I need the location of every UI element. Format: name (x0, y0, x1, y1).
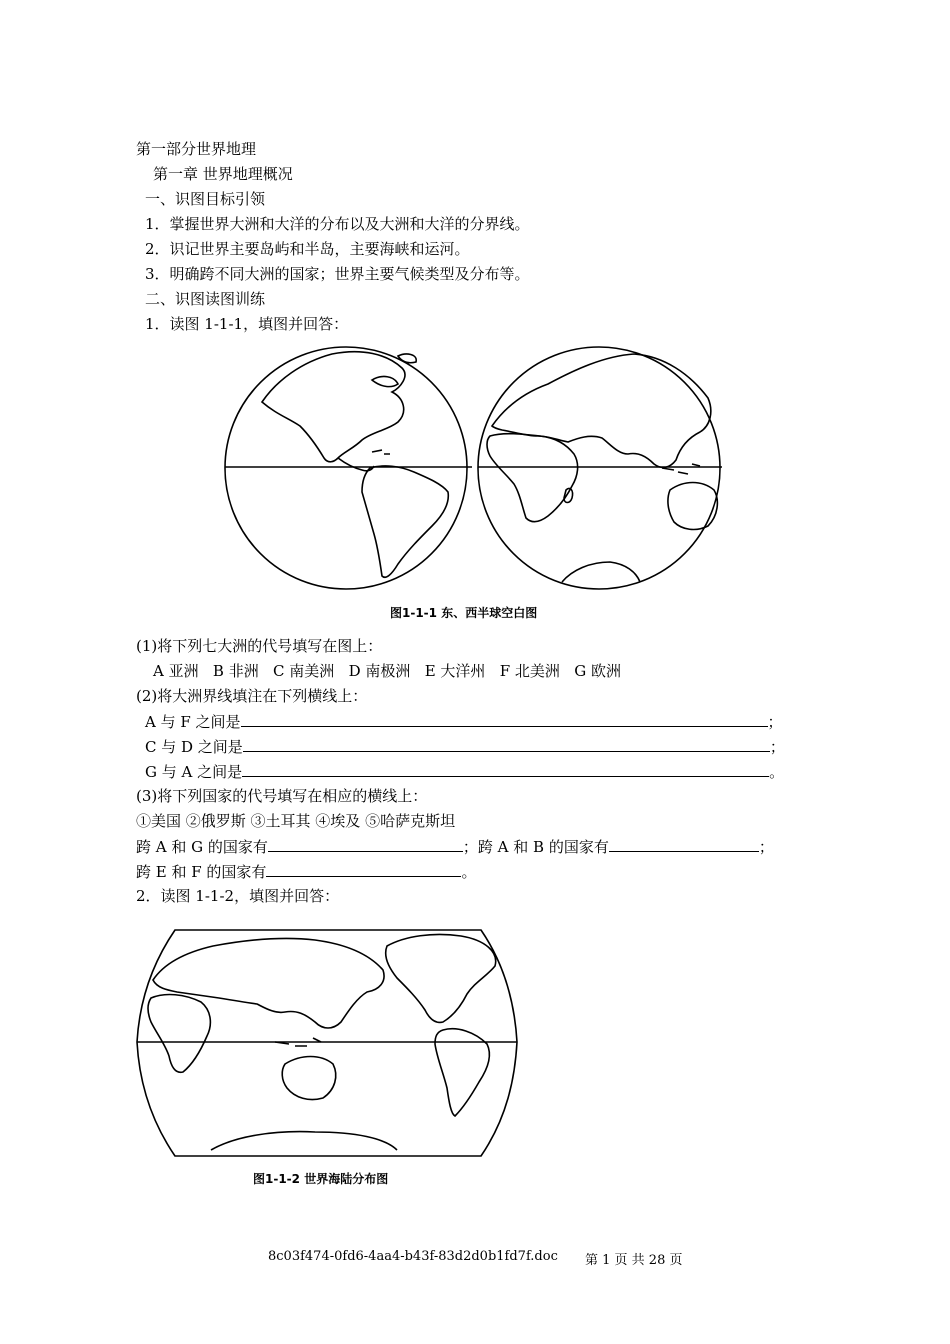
eastern-hemisphere-outline (478, 347, 720, 589)
goal-item: 3．明确跨不同大洲的国家；世界主要气候类型及分布等。 (145, 265, 530, 283)
question-1-intro: 1．读图 1-1-1，填图并回答： (145, 315, 349, 333)
answer-blank[interactable] (242, 761, 769, 777)
sub-question-1: (1)将下列七大洲的代号填写在图上： (136, 637, 383, 655)
continent-option: A 亚洲 (153, 662, 199, 680)
eurasia-outline (153, 938, 384, 1028)
boundary-label: A 与 F 之间是 (145, 713, 241, 731)
western-hemisphere-outline (225, 347, 467, 589)
eurasia-outline (492, 354, 711, 467)
continent-option: B 非洲 (212, 662, 259, 680)
boundary-row (145, 711, 783, 732)
punctuation: ； (769, 738, 785, 756)
south-america-outline (362, 466, 448, 577)
punctuation: ； (767, 713, 783, 731)
cross-continent-row (136, 861, 476, 882)
footer-page-number: 第 1 页 共 28 页 (585, 1253, 683, 1268)
world-map-figure (135, 918, 520, 1168)
boundary-row (145, 761, 784, 782)
continent-list (153, 661, 621, 681)
cross-ef-label: 跨 E 和 F 的国家有 (136, 863, 267, 881)
figure-2-caption: 图1-1-2 世界海陆分布图 (253, 1172, 389, 1186)
question-2-intro: 2．读图 1-1-2，填图并回答： (136, 887, 340, 905)
cross-continent-row (136, 836, 774, 857)
punctuation: ； (758, 838, 774, 856)
africa-outline (487, 434, 578, 522)
punctuation: 。 (769, 763, 785, 781)
map-outline (137, 930, 517, 1156)
north-america-outline (386, 934, 496, 1022)
country-list: ①美国 ②俄罗斯 ③土耳其 ④埃及 ⑤哈萨克斯坦 (136, 812, 456, 830)
figure-1-caption: 图1-1-1 东、西半球空白图 (390, 606, 538, 620)
cross-ab-label: 跨 A 和 B 的国家有 (477, 838, 609, 856)
africa-outline (148, 995, 210, 1073)
section-title-1: 一、识图目标引领 (145, 190, 266, 208)
australia-outline (282, 1057, 336, 1100)
answer-blank[interactable] (241, 711, 768, 727)
continent-option: D 南极洲 (348, 662, 411, 680)
answer-blank[interactable] (266, 861, 461, 877)
cross-ag-label: 跨 A 和 G 的国家有 (136, 838, 268, 856)
punctuation: 。 (461, 863, 477, 881)
section-title-2: 二、识图读图训练 (145, 290, 266, 308)
answer-blank[interactable] (268, 836, 463, 852)
boundary-label: G 与 A 之间是 (145, 763, 243, 781)
boundary-label: C 与 D 之间是 (145, 738, 243, 756)
goal-item: 2．识记世界主要岛屿和半岛，主要海峡和运河。 (145, 240, 470, 258)
answer-blank[interactable] (243, 736, 770, 752)
continent-option: G 欧洲 (574, 662, 621, 680)
continent-option: F 北美洲 (499, 662, 560, 680)
continent-option: C 南美洲 (273, 662, 335, 680)
continent-option: E 大洋州 (424, 662, 486, 680)
goal-item: 1．掌握世界大洲和大洋的分布以及大洲和大洋的分界线。 (145, 215, 530, 233)
footer-filename: 8c03f474-0fd6-4aa4-b43f-83d2d0b1fd7f.doc (268, 1249, 558, 1264)
hemispheres-map-figure (222, 340, 722, 595)
antarctica-outline (562, 562, 640, 582)
boundary-row (145, 736, 785, 757)
part-title: 第一部分世界地理 (136, 140, 257, 158)
sub-question-3: (3)将下列国家的代号填写在相应的横线上： (136, 787, 428, 805)
sub-question-2: (2)将大洲界线填注在下列横线上： (136, 687, 368, 705)
australia-outline (668, 483, 717, 530)
punctuation: ； (462, 838, 478, 856)
antarctica-outline (211, 1132, 397, 1150)
north-america-outline (262, 352, 405, 462)
answer-blank[interactable] (609, 836, 759, 852)
chapter-title: 第一章 世界地理概况 (153, 165, 293, 183)
